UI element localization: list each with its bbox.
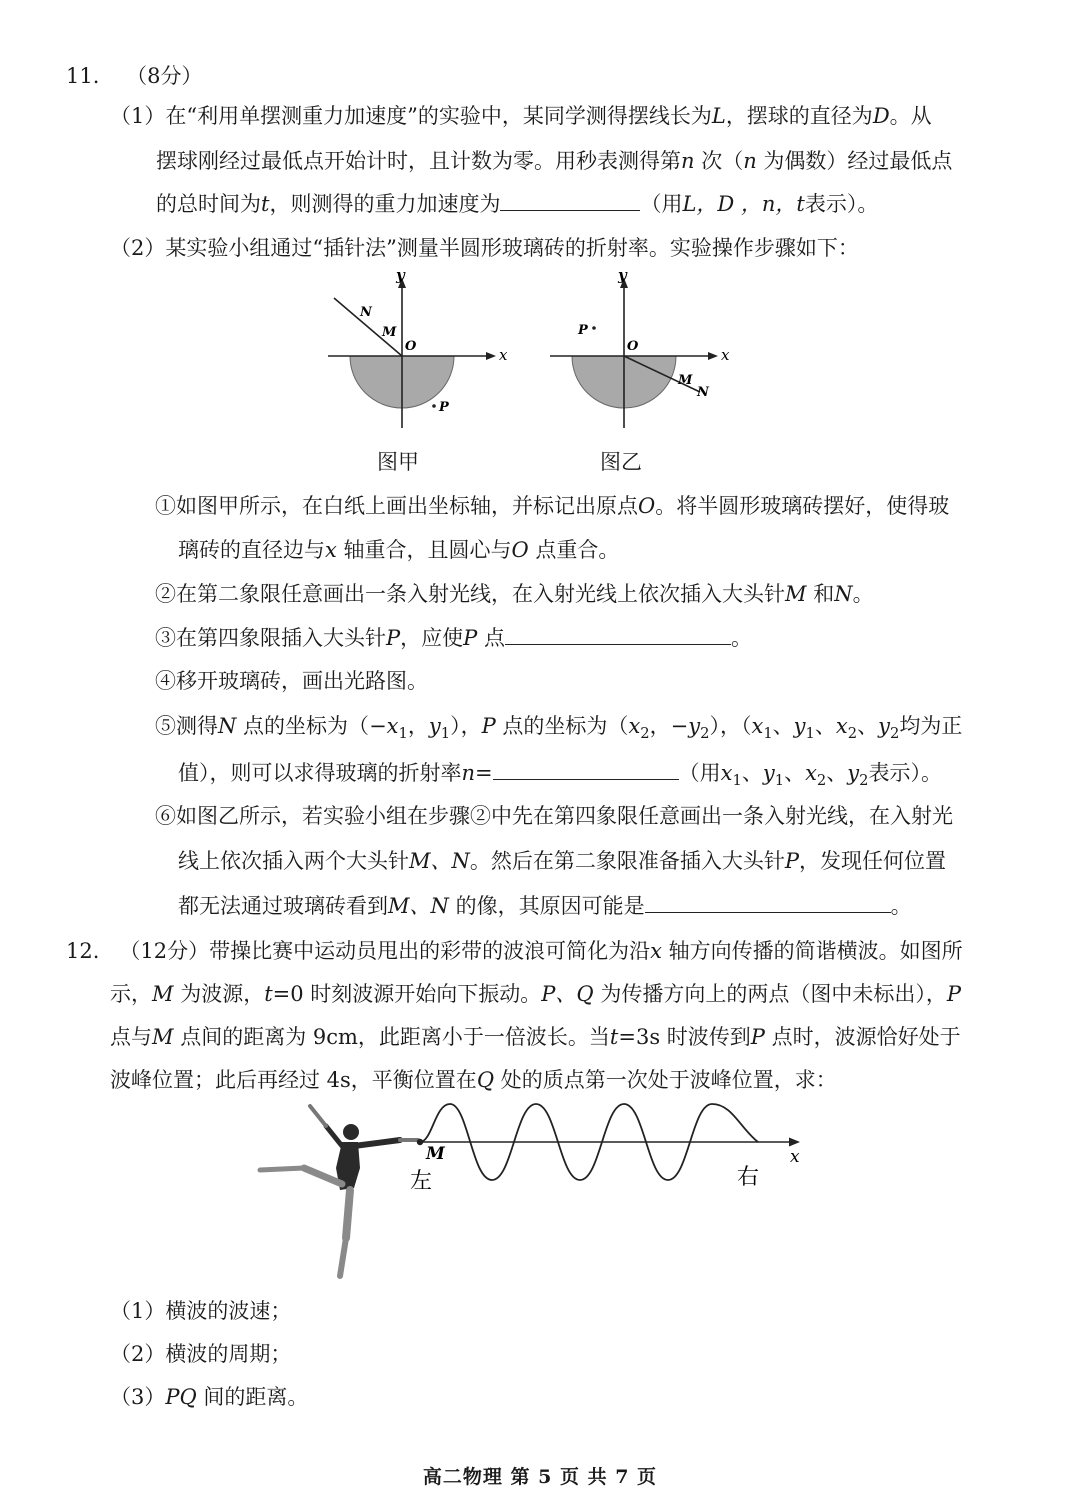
- step6-line2: 线上依次插入两个大头针M、N。然后在第二象限准备插入大头针P，发现任何位置: [178, 849, 947, 873]
- q11-number: 11.: [66, 64, 100, 88]
- pin-p-label: P: [578, 323, 588, 338]
- figure-yi: [542, 268, 732, 438]
- axis-y-label: y: [618, 268, 627, 284]
- origin-label: O: [627, 339, 639, 354]
- wave-figure: [250, 1098, 820, 1283]
- q12-sub3: （3）PQ 间的距离。: [110, 1385, 309, 1409]
- wave-label-m: M: [426, 1144, 445, 1164]
- q12-line4: 波峰位置；此后再经过 4s，平衡位置在Q 处的质点第一次处于波峰位置，求：: [110, 1068, 837, 1092]
- q12-sub1: （1）横波的波速；: [110, 1299, 292, 1323]
- step1-line1: ①如图甲所示，在白纸上画出坐标轴，并标记出原点O。将半圆形玻璃砖摆好，使得玻: [155, 494, 950, 518]
- figure-jia: [320, 268, 510, 438]
- axis-y-label: y: [396, 268, 405, 284]
- pin-p-label: P: [439, 400, 449, 415]
- pin-m-label: M: [382, 325, 397, 340]
- answer-blank-reason[interactable]: [645, 890, 891, 913]
- answer-blank-gravity[interactable]: [500, 188, 640, 211]
- pin-p-dot: [432, 404, 436, 408]
- pin-m-label: M: [678, 373, 693, 388]
- wave-label-left: 左: [410, 1169, 433, 1194]
- q12-sub2: （2）横波的周期；: [110, 1342, 292, 1366]
- wave-label-right: 右: [737, 1165, 760, 1190]
- q12-number: 12.: [66, 939, 100, 963]
- q11-header: [66, 60, 202, 90]
- step3: ③在第四象限插入大头针P，应使P 点 。: [155, 622, 752, 652]
- step2: ②在第二象限任意画出一条入射光线，在入射光线上依次插入大头针M 和N。: [155, 582, 874, 606]
- answer-blank-pin-p[interactable]: [505, 622, 731, 645]
- q12-line1: 12. （12分）带操比赛中运动员甩出的彩带的波浪可简化为沿x 轴方向传播的简谐横波。如图所: [66, 939, 963, 963]
- page-footer: 高二物理 第 5 页 共 7 页: [422, 1466, 658, 1488]
- q11-p2-intro: （2）某实验小组通过“插针法”测量半圆形玻璃砖的折射率。实验操作步骤如下：: [110, 236, 859, 260]
- step1-line2: 璃砖的直径边与x 轴重合，且圆心与O 点重合。: [178, 538, 620, 562]
- pin-n-label: N: [697, 385, 709, 400]
- origin-label: O: [405, 339, 417, 354]
- q11-p1-line1: （1）在“利用单摆测重力加速度”的实验中，某同学测得摆线长为L，摆球的直径为D。从: [110, 104, 932, 128]
- figure-yi-caption: 图乙: [600, 450, 642, 474]
- x-arrow-icon: [708, 352, 718, 360]
- step4: ④移开玻璃砖，画出光路图。: [155, 669, 428, 693]
- pin-n-label: N: [360, 305, 372, 320]
- figure-jia-caption: 图甲: [377, 450, 419, 474]
- q11-p1-line3: 的总时间为t，则测得的重力加速度为 （用L，D ，n，t表示）。: [156, 188, 878, 218]
- axis-x-label: x: [499, 346, 508, 364]
- q12-line2: 示，M 为波源，t=0 时刻波源开始向下振动。P、Q 为传播方向上的两点（图中未标出），P: [110, 982, 961, 1006]
- q12-line3: 点与M 点间的距离为 9cm，此距离小于一倍波长。当t=3s 时波传到P 点时，波源恰好处于: [110, 1025, 961, 1049]
- step6-line1: ⑥如图乙所示，若实验小组在步骤②中先在第四象限任意画出一条入射光线，在入射光: [155, 804, 953, 828]
- x-arrow-icon: [486, 352, 496, 360]
- step6-line3: 都无法通过玻璃砖看到M、N 的像，其原因可能是 。: [178, 890, 912, 920]
- wave-label-x: x: [790, 1147, 800, 1167]
- wave-source-dot: [417, 1139, 423, 1145]
- step5-line2: 值），则可以求得玻璃的折射率n= （用$x_1$、$y_1$、$x_2$、$y_2$表示）。: [178, 757, 942, 789]
- axis-x-label: x: [721, 346, 730, 364]
- gymnast-figure: [260, 1106, 418, 1276]
- step5-line1: ⑤测得N 点的坐标为（$-x_1$，$y_1$），P 点的坐标为（$x_2$，$-y_2$），（$x_1$、$y_1$、$x_2$、$y_2$均为正: [155, 714, 963, 743]
- wave-x-arrow-icon: [789, 1138, 800, 1147]
- q11-p1-line2: 摆球刚经过最低点开始计时，且计数为零。用秒表测得第n 次（n 为偶数）经过最低点: [156, 149, 953, 173]
- answer-blank-refractive-index[interactable]: [493, 757, 679, 780]
- q11-points: （8分）: [126, 64, 203, 88]
- pin-p-dot: [592, 326, 596, 330]
